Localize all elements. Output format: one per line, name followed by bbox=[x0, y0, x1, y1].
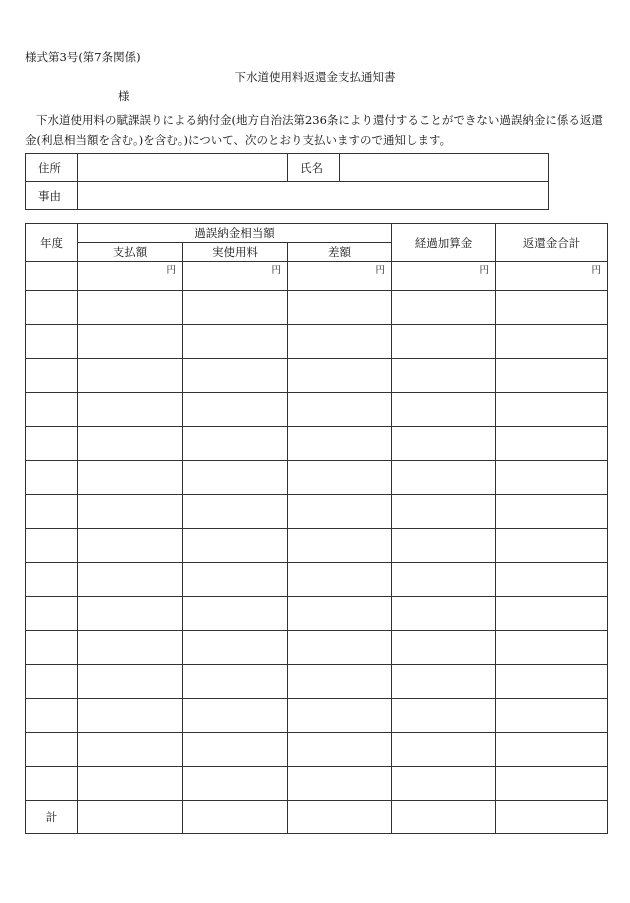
overpaid-group-header: 過誤納金相当額 bbox=[78, 224, 392, 243]
total-row bbox=[26, 801, 608, 834]
recipient-info-table bbox=[25, 153, 549, 210]
page-title: 下水道使用料返還金支払通知書 bbox=[234, 70, 396, 84]
actual-fee-cell[interactable] bbox=[183, 563, 288, 597]
paid-amount-cell[interactable] bbox=[78, 495, 183, 529]
actual-fee-cell[interactable] bbox=[183, 427, 288, 461]
address-name-row bbox=[26, 154, 549, 182]
difference-cell[interactable] bbox=[288, 767, 392, 801]
paid-amount-cell[interactable] bbox=[78, 699, 183, 733]
paid-amount-cell[interactable] bbox=[78, 291, 183, 325]
table-row bbox=[26, 665, 608, 699]
refund-table bbox=[25, 223, 608, 834]
actual-fee-cell[interactable] bbox=[183, 495, 288, 529]
accrued-interest-cell[interactable] bbox=[392, 325, 496, 359]
accrued-interest-cell[interactable] bbox=[392, 427, 496, 461]
actual-fee-cell[interactable]: 円 bbox=[183, 262, 288, 291]
table-row bbox=[26, 529, 608, 563]
accrued-interest-cell[interactable] bbox=[392, 291, 496, 325]
accrued-interest-header: 経過加算金 bbox=[392, 224, 496, 262]
address-label: 住所 bbox=[26, 154, 78, 182]
table-row bbox=[26, 495, 608, 529]
paid-amount-cell[interactable] bbox=[78, 359, 183, 393]
address-field[interactable] bbox=[78, 154, 288, 182]
total-accrued-interest-cell[interactable] bbox=[392, 801, 496, 834]
addressee-suffix: 様 bbox=[118, 89, 130, 103]
actual-fee-cell[interactable] bbox=[183, 529, 288, 563]
difference-cell[interactable] bbox=[288, 563, 392, 597]
accrued-interest-cell[interactable] bbox=[392, 665, 496, 699]
form-number: 様式第3号(第7条関係) bbox=[25, 50, 141, 64]
refund-total-cell[interactable] bbox=[496, 529, 608, 563]
difference-cell[interactable] bbox=[288, 631, 392, 665]
refund-total-cell[interactable] bbox=[496, 495, 608, 529]
difference-cell[interactable] bbox=[288, 495, 392, 529]
refund-total-cell[interactable] bbox=[496, 767, 608, 801]
accrued-interest-cell[interactable] bbox=[392, 393, 496, 427]
actual-fee-cell[interactable] bbox=[183, 665, 288, 699]
total-actual-fee-cell[interactable] bbox=[183, 801, 288, 834]
year-cell[interactable] bbox=[26, 325, 78, 359]
paid-amount-cell[interactable] bbox=[78, 563, 183, 597]
paid-amount-cell[interactable]: 円 bbox=[78, 262, 183, 291]
difference-cell[interactable] bbox=[288, 325, 392, 359]
total-paid-amount-cell[interactable] bbox=[78, 801, 183, 834]
refund-total-cell[interactable] bbox=[496, 427, 608, 461]
table-row bbox=[26, 699, 608, 733]
refund-total-cell[interactable] bbox=[496, 461, 608, 495]
table-row bbox=[26, 262, 608, 291]
accrued-interest-cell[interactable] bbox=[392, 699, 496, 733]
paid-amount-header: 支払額 bbox=[78, 243, 183, 262]
year-cell[interactable] bbox=[26, 563, 78, 597]
difference-cell[interactable] bbox=[288, 733, 392, 767]
difference-cell[interactable] bbox=[288, 665, 392, 699]
year-cell[interactable] bbox=[26, 665, 78, 699]
refund-total-cell[interactable] bbox=[496, 393, 608, 427]
accrued-interest-cell[interactable]: 円 bbox=[392, 262, 496, 291]
refund-total-header: 返還金合計 bbox=[496, 224, 608, 262]
actual-fee-cell[interactable] bbox=[183, 597, 288, 631]
accrued-interest-cell[interactable] bbox=[392, 359, 496, 393]
refund-total-cell[interactable] bbox=[496, 291, 608, 325]
refund-total-cell[interactable]: 円 bbox=[496, 262, 608, 291]
difference-cell[interactable] bbox=[288, 291, 392, 325]
year-cell[interactable] bbox=[26, 699, 78, 733]
refund-total-cell[interactable] bbox=[496, 359, 608, 393]
paid-amount-cell[interactable] bbox=[78, 427, 183, 461]
difference-cell[interactable] bbox=[288, 427, 392, 461]
difference-cell[interactable] bbox=[288, 529, 392, 563]
actual-fee-cell[interactable] bbox=[183, 325, 288, 359]
paid-amount-cell[interactable] bbox=[78, 393, 183, 427]
reason-label: 事由 bbox=[26, 182, 78, 210]
notice-body-text: 下水道使用料の賦課誤りによる納付金(地方自治法第236条により還付することができない過誤納金に係る返還金(利息相当額を含む。)を含む。)について、次のとおり支払いますので通知します。 bbox=[25, 113, 603, 147]
reason-field[interactable] bbox=[78, 182, 549, 210]
difference-cell[interactable] bbox=[288, 359, 392, 393]
paid-amount-cell[interactable] bbox=[78, 631, 183, 665]
accrued-interest-cell[interactable] bbox=[392, 631, 496, 665]
table-row bbox=[26, 631, 608, 665]
difference-cell[interactable] bbox=[288, 393, 392, 427]
difference-header: 差額 bbox=[288, 243, 392, 262]
table-row bbox=[26, 563, 608, 597]
refund-total-cell[interactable] bbox=[496, 733, 608, 767]
year-cell[interactable] bbox=[26, 393, 78, 427]
year-cell[interactable] bbox=[26, 291, 78, 325]
actual-fee-cell[interactable] bbox=[183, 291, 288, 325]
total-label: 計 bbox=[26, 801, 78, 834]
actual-fee-cell[interactable] bbox=[183, 359, 288, 393]
refund-total-cell[interactable] bbox=[496, 699, 608, 733]
accrued-interest-cell[interactable] bbox=[392, 495, 496, 529]
paid-amount-cell[interactable] bbox=[78, 325, 183, 359]
table-row bbox=[26, 767, 608, 801]
paid-amount-cell[interactable] bbox=[78, 767, 183, 801]
accrued-interest-cell[interactable] bbox=[392, 529, 496, 563]
year-header: 年度 bbox=[26, 224, 78, 262]
table-header-row bbox=[26, 224, 608, 243]
year-cell[interactable] bbox=[26, 631, 78, 665]
actual-fee-cell[interactable] bbox=[183, 699, 288, 733]
table-row bbox=[26, 393, 608, 427]
year-cell[interactable] bbox=[26, 427, 78, 461]
year-cell[interactable] bbox=[26, 495, 78, 529]
difference-cell[interactable] bbox=[288, 699, 392, 733]
actual-fee-cell[interactable] bbox=[183, 631, 288, 665]
year-cell[interactable] bbox=[26, 461, 78, 495]
accrued-interest-cell[interactable] bbox=[392, 461, 496, 495]
table-row bbox=[26, 291, 608, 325]
year-cell[interactable] bbox=[26, 529, 78, 563]
refund-total-cell[interactable] bbox=[496, 631, 608, 665]
total-difference-cell[interactable] bbox=[288, 801, 392, 834]
actual-fee-cell[interactable] bbox=[183, 461, 288, 495]
difference-cell[interactable] bbox=[288, 461, 392, 495]
accrued-interest-cell[interactable] bbox=[392, 597, 496, 631]
difference-cell[interactable] bbox=[288, 597, 392, 631]
refund-total-cell[interactable] bbox=[496, 665, 608, 699]
paid-amount-cell[interactable] bbox=[78, 733, 183, 767]
reason-row bbox=[26, 182, 549, 210]
difference-cell[interactable]: 円 bbox=[288, 262, 392, 291]
refund-total-cell[interactable] bbox=[496, 325, 608, 359]
accrued-interest-cell[interactable] bbox=[392, 733, 496, 767]
actual-fee-header: 実使用料 bbox=[183, 243, 288, 262]
accrued-interest-cell[interactable] bbox=[392, 767, 496, 801]
table-row bbox=[26, 733, 608, 767]
name-field[interactable] bbox=[340, 154, 549, 182]
accrued-interest-cell[interactable] bbox=[392, 563, 496, 597]
paid-amount-cell[interactable] bbox=[78, 529, 183, 563]
refund-total-cell[interactable] bbox=[496, 597, 608, 631]
table-row bbox=[26, 597, 608, 631]
year-cell[interactable] bbox=[26, 597, 78, 631]
table-row bbox=[26, 427, 608, 461]
year-cell[interactable] bbox=[26, 262, 78, 291]
paid-amount-cell[interactable] bbox=[78, 461, 183, 495]
table-row bbox=[26, 325, 608, 359]
actual-fee-cell[interactable] bbox=[183, 733, 288, 767]
paid-amount-cell[interactable] bbox=[78, 665, 183, 699]
year-cell[interactable] bbox=[26, 733, 78, 767]
paid-amount-cell[interactable] bbox=[78, 597, 183, 631]
actual-fee-cell[interactable] bbox=[183, 767, 288, 801]
refund-total-cell[interactable] bbox=[496, 563, 608, 597]
year-cell[interactable] bbox=[26, 359, 78, 393]
actual-fee-cell[interactable] bbox=[183, 393, 288, 427]
table-row bbox=[26, 461, 608, 495]
total-refund-total-cell[interactable] bbox=[496, 801, 608, 834]
table-row bbox=[26, 359, 608, 393]
name-label: 氏名 bbox=[288, 154, 340, 182]
year-cell[interactable] bbox=[26, 767, 78, 801]
